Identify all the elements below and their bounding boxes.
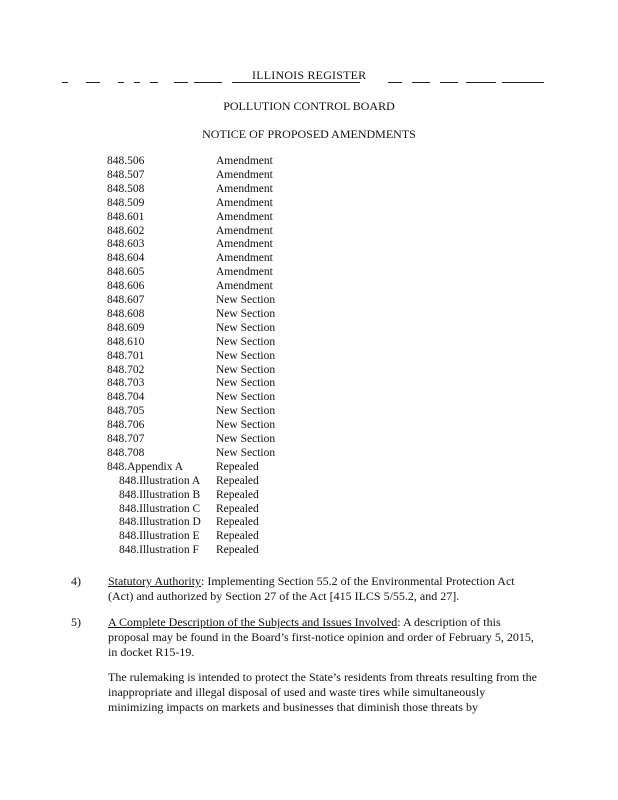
section-action: New Section (216, 446, 276, 459)
section-number: 848.506 (107, 155, 145, 167)
section-action: Amendment (216, 196, 273, 209)
section-action: Amendment (216, 182, 273, 195)
section-action: Repealed (216, 488, 259, 501)
section-action: New Section (216, 294, 276, 306)
section-number: 848.Illustration A (119, 474, 201, 487)
section-action: Repealed (216, 544, 259, 557)
section-action: New Section (216, 433, 276, 445)
section-action: New Section (216, 307, 276, 320)
section-number: 848.602 (107, 224, 145, 237)
item-4-number: 4) (71, 574, 81, 588)
section-action: Repealed (216, 516, 259, 529)
item-5-para2-line-1: The rulemaking is intended to protect the State’s residents from threats resulting from the (108, 670, 537, 684)
section-action: New Section (216, 391, 276, 404)
section-number: 848.601 (107, 210, 145, 223)
section-action: Repealed (216, 460, 259, 473)
register-title: ILLINOIS REGISTER (252, 68, 367, 82)
section-action: New Section (216, 419, 276, 432)
section-number: 848.702 (107, 363, 145, 376)
section-number: 848.708 (107, 446, 145, 459)
section-number: 848.704 (107, 391, 145, 404)
item-5-paragraph-2 (108, 670, 544, 715)
section-action: Amendment (216, 210, 273, 223)
section-number: 848.Illustration E (119, 530, 200, 543)
section-number: 848.507 (107, 168, 145, 181)
item-5-number: 5) (71, 615, 81, 629)
section-number: 848.Illustration F (119, 544, 199, 557)
section-action: Amendment (216, 168, 273, 181)
section-number: 848.609 (107, 321, 145, 334)
section-number: 848.605 (107, 266, 145, 279)
section-number: 848.705 (107, 405, 145, 418)
section-action: Repealed (216, 530, 259, 543)
item-5-line-2: proposal may be found in the Board’s first-notice opinion and order of February 5, 2015, (108, 630, 534, 644)
section-action: New Section (216, 349, 276, 362)
section-action: Repealed (216, 502, 259, 515)
section-action: Amendment (216, 266, 273, 279)
board-name: POLLUTION CONTROL BOARD (223, 99, 395, 113)
section-number: 848.701 (107, 349, 145, 362)
item-5-description (108, 615, 544, 660)
section-number: 848.706 (107, 419, 145, 432)
section-number: 848.610 (107, 335, 145, 348)
item-4-heading: Statutory Authority (108, 574, 201, 588)
notice-title: NOTICE OF PROPOSED AMENDMENTS (202, 127, 416, 141)
section-action: New Section (216, 363, 276, 376)
item-5-line-3: in docket R15-19. (108, 645, 195, 659)
section-action: Repealed (216, 474, 259, 487)
section-number: 848.Illustration C (119, 502, 201, 515)
item-5-line-1: A Complete Description of the Subjects and Issues Involved: A description of this (108, 615, 501, 629)
section-number: 848.707 (107, 433, 145, 445)
section-number: 848.608 (107, 307, 145, 320)
section-action: New Section (216, 377, 276, 390)
section-number: 848.603 (107, 238, 145, 251)
section-number: 848.Illustration B (119, 488, 201, 501)
section-action: Amendment (216, 224, 273, 237)
section-number: 848.703 (107, 377, 145, 390)
section-number: 848.Appendix A (107, 460, 184, 473)
section-action: New Section (216, 405, 276, 418)
section-number: 848.607 (107, 294, 145, 306)
item-4-line-2: (Act) and authorized by Section 27 of the Act [415 ILCS 5/55.2, and 27]. (108, 589, 460, 603)
item-4-line-1: Statutory Authority: Implementing Section 55.2 of the Environmental Protection Act (108, 574, 515, 588)
section-action: New Section (216, 321, 276, 334)
item-5-para2-line-3: minimizing impacts on markets and businesses that diminish those threats by (108, 700, 478, 714)
item-5-heading: A Complete Description of the Subjects and Issues Involved (108, 615, 398, 629)
section-number: 848.606 (107, 280, 145, 293)
item-5-para2-line-2: inappropriate and illegal disposal of used and waste tires while simultaneously (108, 685, 486, 699)
section-action: Amendment (216, 280, 273, 293)
section-number: 848.Illustration D (119, 516, 201, 529)
section-action: Amendment (216, 252, 273, 265)
section-number: 848.604 (107, 252, 145, 265)
section-action: Amendment (216, 155, 273, 167)
item-4-statutory-authority (108, 574, 544, 604)
section-number: 848.508 (107, 182, 145, 195)
section-action: Amendment (216, 238, 273, 251)
section-action: New Section (216, 335, 276, 348)
section-number: 848.509 (107, 196, 145, 209)
